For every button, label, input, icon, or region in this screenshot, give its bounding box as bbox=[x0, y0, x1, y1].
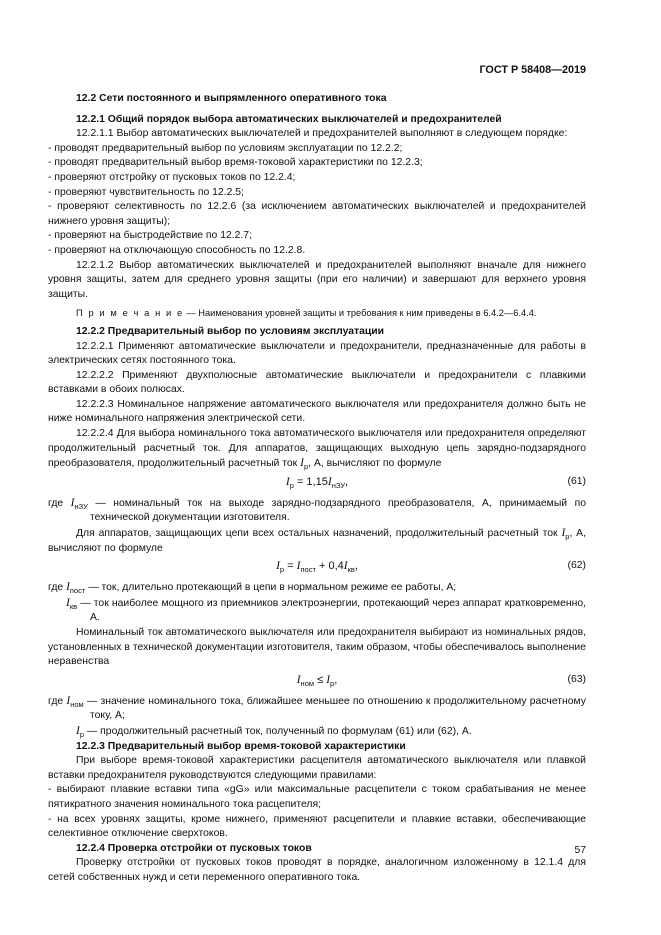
formula-number: (62) bbox=[567, 560, 586, 572]
list-item: - проверяют отстройку от пусковых токов по 12.2.4; bbox=[48, 171, 296, 183]
section-12-2-3-title: 12.2.3 Предварительный выбор время-токовой характеристики bbox=[76, 740, 406, 752]
paragraph-12-2-1-2: 12.2.1.2 Выбор автоматических выключателей и предохранителей выполняют вначале для нижнего уровня защиты, затем для среднего уровня защиты (при его наличии) и завершают для верхнего уровня защиты. bbox=[48, 259, 586, 300]
paragraph-12-2-2-3: 12.2.2.3 Номинальное напряжение автоматического выключателя или предохранителя должно быть не ниже номинального напряжения электрической сети. bbox=[48, 398, 586, 425]
list-item: - проверяют чувствительность по 12.2.5; bbox=[48, 186, 244, 198]
section-12-2-4-title: 12.2.4 Проверка отстройки от пусковых токов bbox=[76, 842, 312, 854]
formula-62-explanation-kv: $I_{кв}$ — ток наиболее мощного из приемников электроэнергии, протекающий через аппарат кратковременно, А. bbox=[66, 596, 586, 624]
page-number: 57 bbox=[574, 845, 586, 856]
formula-63: $I_{ном} \le I_р$, (63) bbox=[296, 673, 586, 688]
paragraph-12-2-2-2: 12.2.2.2 Применяют двухполюсные автоматические выключатели и предохранители с плавкими вставками в обоих полюсах. bbox=[48, 369, 586, 396]
formula-63-explanation-nom: где $I_{ном}$ — значение номинального тока, ближайшее меньшее по отношению к продолжительному расчетному току, А; bbox=[48, 694, 586, 722]
formula-61: $I_р = 1,15I_{нЗУ}$, (61) bbox=[285, 475, 586, 490]
list-item: - проверяют на отключающую способность по 12.2.8. bbox=[48, 244, 306, 256]
paragraph-12-2-2-4: 12.2.2.4 Для выбора номинального тока автоматического выключателя или предохранителя определяют продолжительный расчетный ток. Для аппаратов, защищающих выходную цепь зарядно-подзарядного преобразователя, продолжительный расчетный ток $I_р$, А, вычисляют по формуле bbox=[48, 428, 586, 472]
paragraph-other-circuits: Для аппаратов, защищающих цепи всех остальных назначений, продолжительный расчетный ток $I_р$, А, вычисляют по формуле bbox=[48, 527, 587, 554]
paragraph-12-2-3: При выборе время-токовой характеристики расцепителя автоматического выключателя или плавкой вставки предохранителя руководствуются следующими правилами: bbox=[48, 755, 586, 781]
formula-number: (61) bbox=[567, 475, 586, 487]
list-item: - проверяют селективность по 12.2.6 (за исключением автоматических выключателей и предохранителей нижнего уровня защиты); bbox=[48, 201, 586, 227]
section-12-2-2-title: 12.2.2 Предварительный выбор по условиям эксплуатации bbox=[76, 325, 385, 337]
formula-63-explanation-p: $I_р$ — продолжительный расчетный ток, полученный по формулам (61) или (62), А. bbox=[76, 724, 472, 739]
note-text: — Наименования уровней защиты и требования к ним приведены в 6.4.2—6.4.4. bbox=[183, 308, 537, 319]
paragraph-12-2-1-1: 12.2.1.1 Выбор автоматических выключателей и предохранителей выполняют в следующем порядке: bbox=[76, 128, 568, 140]
note-label: П р и м е ч а н и е bbox=[76, 308, 184, 319]
list-item: - проводят предварительный выбор по условиям эксплуатации по 12.2.2; bbox=[48, 142, 403, 154]
formula-61-explanation: где $I_{нЗУ}$ — номинальный ток на выходе зарядно-подзарядного преобразователя, А, принимаемый по технической документации изготовителя. bbox=[48, 496, 586, 524]
formula-number: (63) bbox=[567, 673, 586, 685]
list-item: - на всех уровнях защиты, кроме нижнего, применяют расцепители и плавкие вставки, обеспечивающие селективное отключение сверхтоков. bbox=[48, 813, 586, 840]
note bbox=[48, 306, 586, 321]
list-item: - проверяют на быстродействие по 12.2.7; bbox=[48, 230, 252, 242]
content bbox=[48, 92, 586, 886]
paragraph-12-2-4: Проверку отстройки от пусковых токов проводят в порядке, аналогичном изложенному в 12.1.4 для сетей собственных нужд и сети переменного оперативного тока. bbox=[48, 857, 586, 883]
list-item: - выбирают плавкие вставки типа «gG» или максимальные расцепители с током срабатывания не менее пятикратного значения номинального тока расцепителя; bbox=[48, 784, 586, 810]
formula-62-explanation-post: где $I_{пост}$ — ток, длительно протекающий в цепи в нормальном режиме ее работы, А; bbox=[48, 581, 457, 596]
paragraph-nominal-current: Номинальный ток автоматического выключателя или предохранителя выбирают из номинальных рядов, установленных в технической документации изготовителя, таким образом, чтобы обеспечивалось выполнение неравенства bbox=[48, 627, 586, 668]
list-item: - проводят предварительный выбор время-токовой характеристики по 12.2.3; bbox=[48, 157, 423, 169]
document-id: ГОСТ Р 58408—2019 bbox=[479, 64, 586, 76]
section-12-2-1-title: 12.2.1 Общий порядок выбора автоматических выключателей и предохранителей bbox=[76, 113, 502, 125]
formula-62: $I_р = I_{пост} + 0,4I_{кв}$, (62) bbox=[276, 560, 586, 575]
paragraph-12-2-2-1: 12.2.2.1 Применяют автоматические выключатели и предохранители, предназначенные для работы в электрических сетях постоянного тока. bbox=[48, 340, 586, 367]
section-12-2-title: 12.2 Сети постоянного и выпрямленного оперативного тока bbox=[76, 93, 387, 104]
